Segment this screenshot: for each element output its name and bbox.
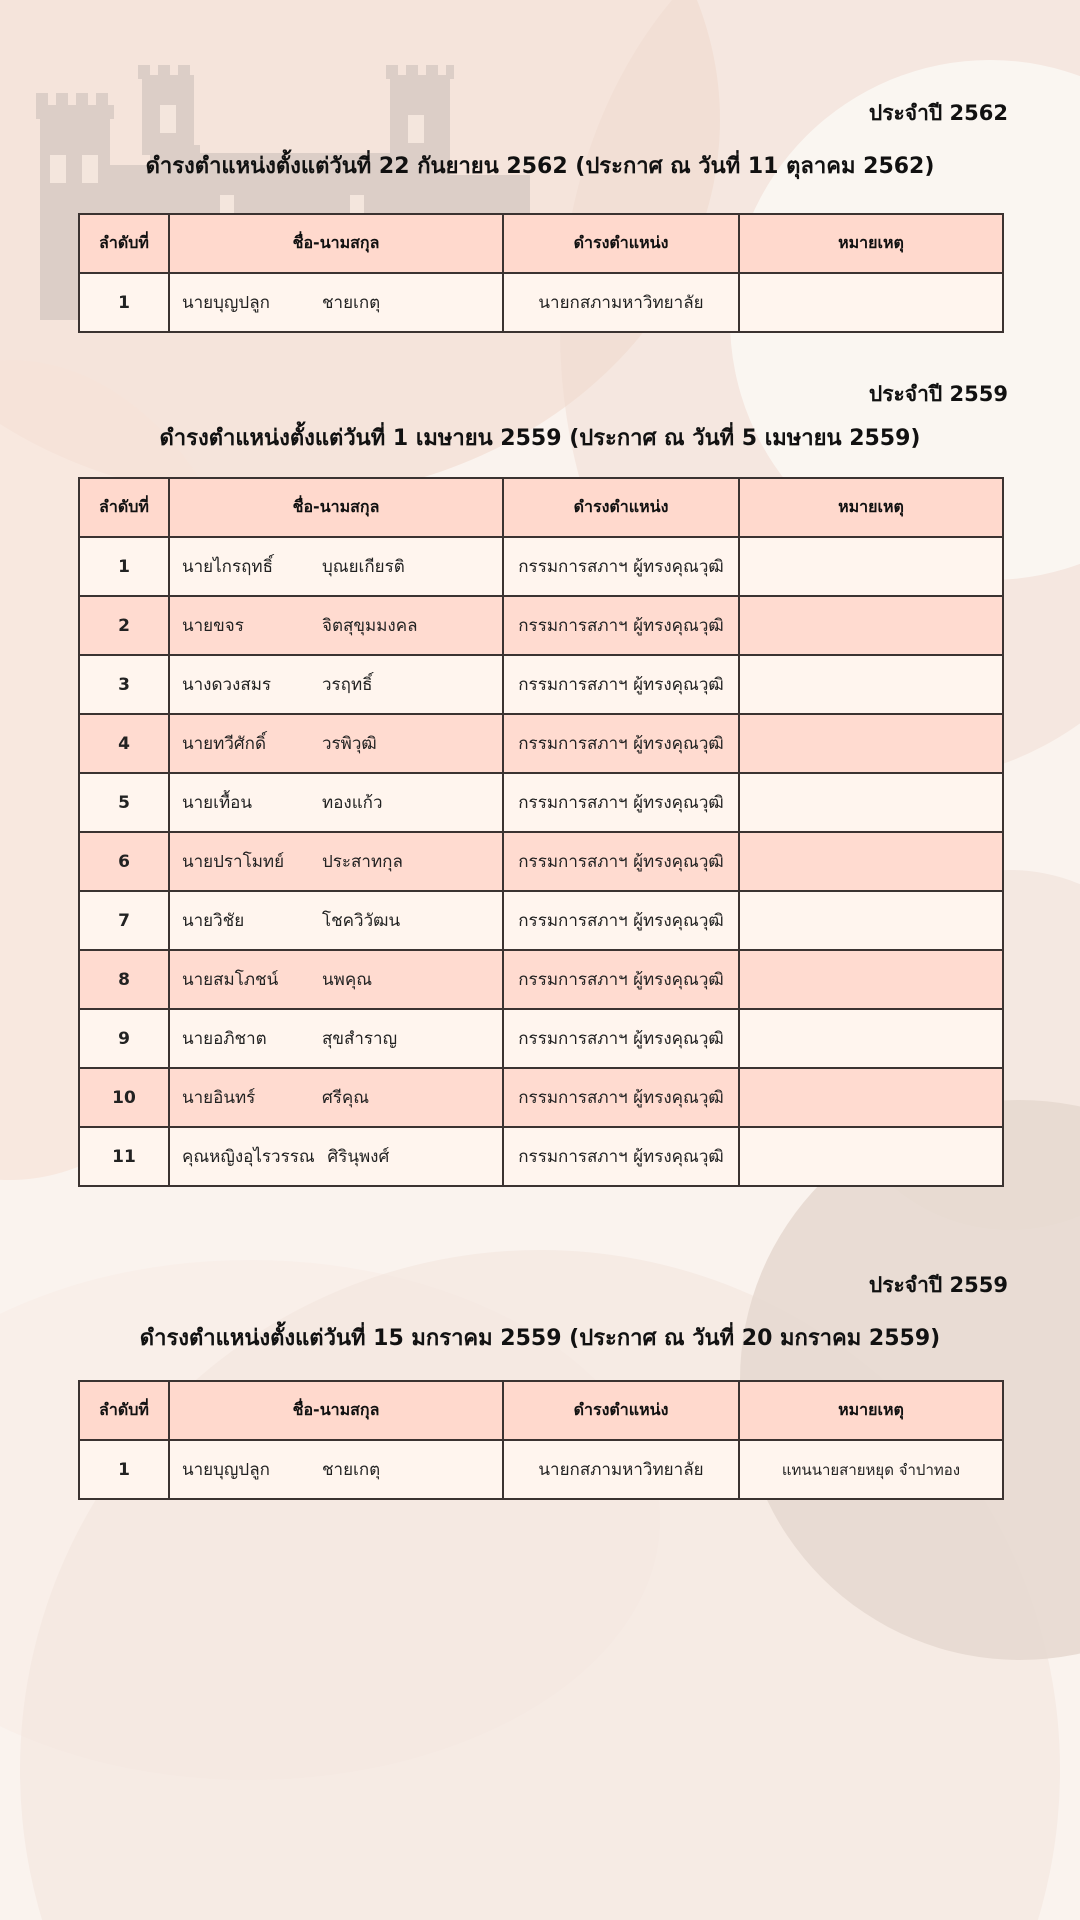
cell-note [739, 714, 1003, 773]
first-name: นายบุญปลูก [182, 1460, 270, 1480]
cell-note [739, 1009, 1003, 1068]
cell-note [739, 596, 1003, 655]
committee-table [78, 1380, 1004, 1500]
header-note: หมายเหตุ [739, 478, 1003, 537]
cell-position: กรรมการสภาฯ ผู้ทรงคุณวุฒิ [503, 891, 739, 950]
cell-num: 1 [79, 273, 169, 332]
last-name: ชายเกตุ [322, 293, 381, 313]
section-year: ประจำปี 2559 [868, 382, 1008, 406]
cell-note: แทนนายสายหยุด จำปาทอง [739, 1440, 1003, 1499]
table-row [79, 596, 1003, 655]
cell-position: กรรมการสภาฯ ผู้ทรงคุณวุฒิ [503, 1068, 739, 1127]
table-row [79, 655, 1003, 714]
section-title: ดำรงตำแหน่งตั้งแต่วันที่ 15 มกราคม 2559 (ประกาศ ณ วันที่ 20 มกราคม 2559) [139, 1326, 941, 1351]
header-note: หมายเหตุ [739, 214, 1003, 273]
cell-name [169, 950, 503, 1009]
cell-name [169, 1440, 503, 1499]
cell-note [739, 1068, 1003, 1127]
table-row [79, 1068, 1003, 1127]
header-num: ลำดับที่ [79, 1381, 169, 1440]
first-name: นายอินทร์ [182, 1088, 256, 1108]
table-row [79, 537, 1003, 596]
first-name: นางดวงสมร [182, 675, 272, 695]
header-position: ดำรงตำแหน่ง [503, 478, 739, 537]
cell-num: 5 [79, 773, 169, 832]
last-name: ศรีคุณ [322, 1088, 370, 1108]
cell-num: 1 [79, 1440, 169, 1499]
cell-num: 1 [79, 537, 169, 596]
cell-note [739, 655, 1003, 714]
last-name: บุณยเกียรติ [322, 557, 405, 577]
first-name: นายเทื้อน [182, 793, 252, 813]
cell-name [169, 537, 503, 596]
cell-position: กรรมการสภาฯ ผู้ทรงคุณวุฒิ [503, 1127, 739, 1186]
header-name: ชื่อ-นามสกุล [169, 478, 503, 537]
last-name: ชายเกตุ [322, 1460, 381, 1480]
section-year: ประจำปี 2559 [868, 1273, 1008, 1297]
cell-num: 9 [79, 1009, 169, 1068]
cell-num: 11 [79, 1127, 169, 1186]
last-name: จิตสุขุมมงคล [322, 616, 418, 636]
cell-position: กรรมการสภาฯ ผู้ทรงคุณวุฒิ [503, 714, 739, 773]
cell-note [739, 273, 1003, 332]
cell-position: กรรมการสภาฯ ผู้ทรงคุณวุฒิ [503, 950, 739, 1009]
header-position: ดำรงตำแหน่ง [503, 1381, 739, 1440]
last-name: วรฤทธิ์ [322, 675, 373, 695]
committee-table [78, 213, 1004, 333]
cell-name [169, 1127, 503, 1186]
last-name: นพคุณ [322, 970, 372, 990]
last-name: สุขสำราญ [322, 1029, 398, 1049]
cell-name [169, 273, 503, 332]
committee-table [78, 477, 1004, 1187]
cell-position: กรรมการสภาฯ ผู้ทรงคุณวุฒิ [503, 773, 739, 832]
cell-position: กรรมการสภาฯ ผู้ทรงคุณวุฒิ [503, 1009, 739, 1068]
cell-num: 10 [79, 1068, 169, 1127]
header-name: ชื่อ-นามสกุล [169, 1381, 503, 1440]
cell-note [739, 950, 1003, 1009]
cell-position: กรรมการสภาฯ ผู้ทรงคุณวุฒิ [503, 832, 739, 891]
cell-num: 6 [79, 832, 169, 891]
table-row [79, 1440, 1003, 1499]
cell-name [169, 832, 503, 891]
first-name: นายปราโมทย์ [182, 852, 285, 872]
cell-note [739, 773, 1003, 832]
cell-name [169, 1068, 503, 1127]
cell-name [169, 655, 503, 714]
table-row [79, 1009, 1003, 1068]
table-header-row [79, 214, 1003, 273]
table-row [79, 950, 1003, 1009]
header-name: ชื่อ-นามสกุล [169, 214, 503, 273]
last-name: ศิรินุพงศ์ [327, 1147, 390, 1167]
first-name: คุณหญิงอุไรวรรณ [182, 1147, 315, 1167]
last-name: โชควิวัฒน [322, 911, 401, 931]
cell-num: 4 [79, 714, 169, 773]
section-title: ดำรงตำแหน่งตั้งแต่วันที่ 22 กันยายน 2562 (ประกาศ ณ วันที่ 11 ตุลาคม 2562) [145, 154, 935, 179]
table-header-row [79, 1381, 1003, 1440]
table-row [79, 273, 1003, 332]
header-note: หมายเหตุ [739, 1381, 1003, 1440]
cell-position: กรรมการสภาฯ ผู้ทรงคุณวุฒิ [503, 596, 739, 655]
header-num: ลำดับที่ [79, 478, 169, 537]
cell-num: 2 [79, 596, 169, 655]
table-row [79, 714, 1003, 773]
last-name: ประสาทกุล [322, 852, 403, 872]
first-name: นายอภิชาต [182, 1029, 267, 1049]
table-row [79, 832, 1003, 891]
cell-note [739, 891, 1003, 950]
cell-position: นายกสภามหาวิทยาลัย [503, 1440, 739, 1499]
cell-position: กรรมการสภาฯ ผู้ทรงคุณวุฒิ [503, 537, 739, 596]
cell-num: 3 [79, 655, 169, 714]
header-position: ดำรงตำแหน่ง [503, 214, 739, 273]
cell-name [169, 773, 503, 832]
cell-num: 8 [79, 950, 169, 1009]
cell-note [739, 1127, 1003, 1186]
cell-position: นายกสภามหาวิทยาลัย [503, 273, 739, 332]
section-title: ดำรงตำแหน่งตั้งแต่วันที่ 1 เมษายน 2559 (ประกาศ ณ วันที่ 5 เมษายน 2559) [159, 426, 921, 451]
cell-note [739, 832, 1003, 891]
cell-name [169, 596, 503, 655]
last-name: วรพิวุฒิ [322, 734, 377, 754]
table-row [79, 1127, 1003, 1186]
cell-num: 7 [79, 891, 169, 950]
first-name: นายขจร [182, 616, 244, 636]
cell-position: กรรมการสภาฯ ผู้ทรงคุณวุฒิ [503, 655, 739, 714]
first-name: นายทวีศักดิ์ [182, 734, 267, 754]
section-year: ประจำปี 2562 [868, 101, 1008, 125]
cell-name [169, 1009, 503, 1068]
first-name: นายวิชัย [182, 911, 245, 931]
first-name: นายไกรฤทธิ์ [182, 557, 273, 577]
header-num: ลำดับที่ [79, 214, 169, 273]
first-name: นายบุญปลูก [182, 293, 270, 313]
cell-name [169, 714, 503, 773]
cell-note [739, 537, 1003, 596]
last-name: ทองแก้ว [322, 793, 383, 813]
cell-name [169, 891, 503, 950]
table-row [79, 891, 1003, 950]
first-name: นายสมโภชน์ [182, 970, 279, 990]
table-row [79, 773, 1003, 832]
table-header-row [79, 478, 1003, 537]
